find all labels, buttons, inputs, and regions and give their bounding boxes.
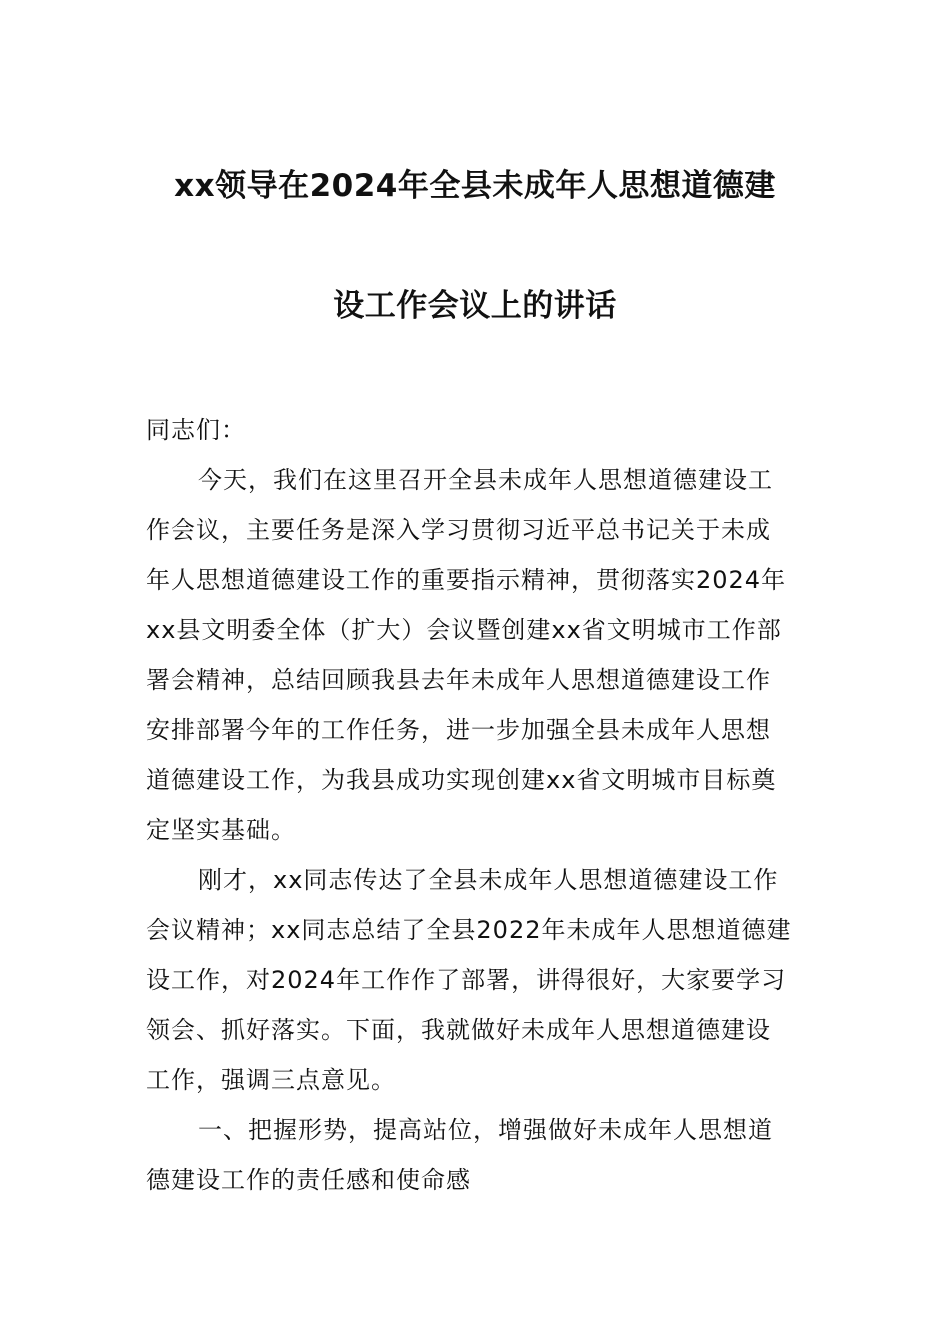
paragraph-1-line: 安排部署今年的工作任务，进一步加强全县未成年人思想 [146, 716, 771, 744]
salutation: 同志们： [146, 416, 246, 444]
paragraph-1-line: 今天，我们在这里召开全县未成年人思想道德建设工 [198, 466, 773, 494]
paragraph-1-line: 署会精神，总结回顾我县去年未成年人思想道德建设工作 [146, 666, 771, 694]
paragraph-2-line: 会议精神；xx同志总结了全县2022年未成年人思想道德建 [146, 916, 792, 944]
paragraph-1-line: 作会议，主要任务是深入学习贯彻习近平总书记关于未成 [146, 516, 771, 544]
document-title-line-2: 设工作会议上的讲话 [333, 288, 617, 324]
section-heading-1-line: 德建设工作的责任感和使命感 [146, 1166, 471, 1194]
paragraph-2-line: 工作，强调三点意见。 [146, 1066, 396, 1094]
paragraph-2-line: 刚才，xx同志传达了全县未成年人思想道德建设工作 [198, 866, 779, 894]
paragraph-1-line: xx县文明委全体（扩大）会议暨创建xx省文明城市工作部 [146, 616, 782, 644]
section-heading-1-line: 一、把握形势，提高站位，增强做好未成年人思想道 [198, 1116, 773, 1144]
paragraph-1-line: 道德建设工作，为我县成功实现创建xx省文明城市目标奠 [146, 766, 777, 794]
document-title-line-1: xx领导在2024年全县未成年人思想道德建 [174, 168, 776, 204]
paragraph-2-line: 领会、抓好落实。下面，我就做好未成年人思想道德建设 [146, 1016, 771, 1044]
paragraph-1-line: 定坚实基础。 [146, 816, 296, 844]
paragraph-1-line: 年人思想道德建设工作的重要指示精神，贯彻落实2024年 [146, 566, 787, 594]
paragraph-2-line: 设工作，对2024年工作作了部署，讲得很好，大家要学习 [146, 966, 787, 994]
